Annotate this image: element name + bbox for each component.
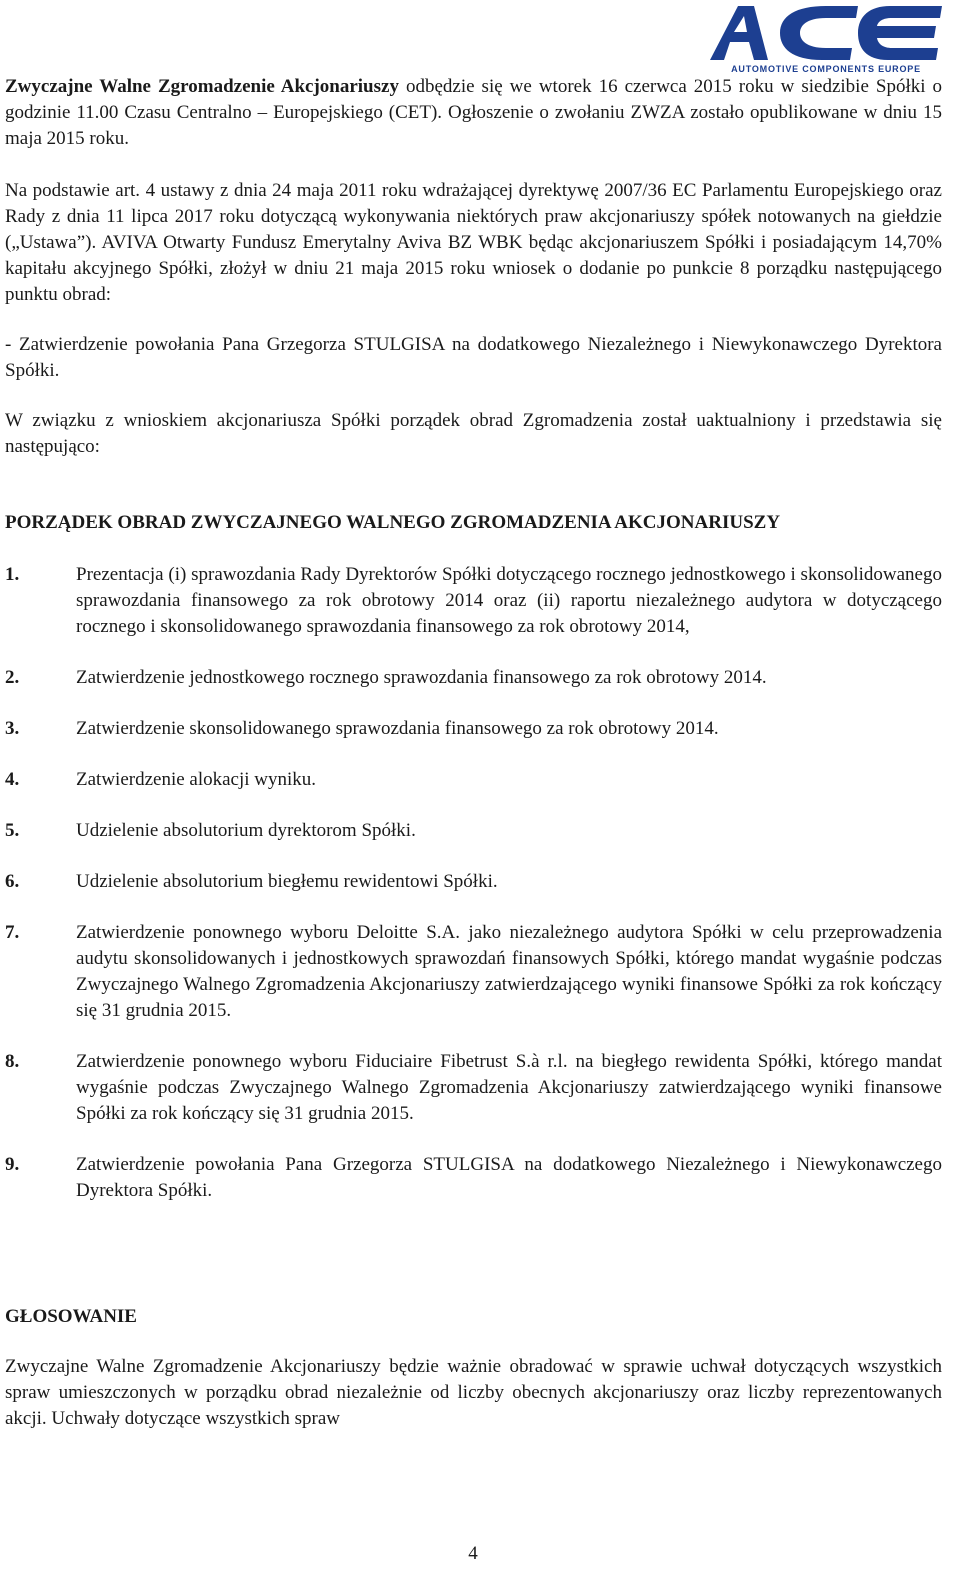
- agenda-list: [5, 562, 942, 1204]
- voting-paragraph: Zwyczajne Walne Zgromadzenie Akcjonariuszy będzie ważnie obradować w sprawie uchwał dotyczących wszystkich spraw umieszczonych w porządku obrad niezależnie od liczby obecnych akcjonariuszy oraz liczby reprezentowanych akcji. Uchwały dotyczące wszystkich spraw: [5, 1356, 942, 1429]
- agenda-item: [5, 818, 942, 844]
- logo-tagline: AUTOMOTIVE COMPONENTS EUROPE: [731, 64, 921, 74]
- agenda-item-text: Zatwierdzenie ponownego wyboru Deloitte S.A. jako niezależnego audytora Spółki w celu przeprowadzenia audytu skonsolidowanych i jednostkowych sprawozdań finansowych Spółki, którego mandat wygaśnie podczas Zwyczajnego Walnego Zgromadzenia Akcjonariuszy zatwierdzającego wyniki finansowe Spółki za rok kończący się 31 grudnia 2015.: [76, 922, 942, 1021]
- intro-paragraph-1-text: odbędzie się we wtorek 16 czerwca 2015 roku w siedzibie Spółki o godzinie 11.00 Czasu Centralno – Europejskiego (CET). Ogłoszenie o zwołaniu ZWZA zostało opublikowane w dniu 15 maja 2015 roku.: [5, 76, 943, 149]
- agenda-item-number: 4.: [5, 769, 20, 790]
- agenda-item: [5, 920, 942, 1024]
- page-number: 4: [468, 1543, 478, 1564]
- agenda-item-text: Zatwierdzenie jednostkowego rocznego sprawozdania finansowego za rok obrotowy 2014.: [76, 667, 767, 688]
- agenda-item-text: Zatwierdzenie ponownego wyboru Fiduciaire Fibetrust S.à r.l. na biegłego rewidenta Spółki, którego mandat wygaśnie podczas Zwyczajnego Walnego Zgromadzenia Akcjonariuszy zatwierdzającego wyniki finansowe Spółki za rok kończący się 31 grudnia 2015.: [76, 1051, 942, 1124]
- agenda-item-number: 3.: [5, 718, 20, 739]
- agenda-item-number: 6.: [5, 871, 20, 892]
- agenda-item: [5, 665, 942, 691]
- agenda-item: [5, 869, 942, 895]
- agenda-item-text: Prezentacja (i) sprawozdania Rady Dyrektorów Spółki dotyczącego rocznego jednostkowego i skonsolidowanego sprawozdania finansowego za rok obrotowy 2014 oraz (ii) raportu niezależnego audytora w dotyczącego rocznego i skonsolidowanego sprawozdania finansowego za rok obrotowy 2014,: [76, 564, 942, 637]
- agenda-item-number: 1.: [5, 564, 20, 585]
- agenda-item-text: Zatwierdzenie skonsolidowanego sprawozdania finansowego za rok obrotowy 2014.: [76, 718, 719, 739]
- agenda-item-number: 5.: [5, 820, 20, 841]
- agenda-item: [5, 716, 942, 742]
- agenda-item-text: Udzielenie absolutorium dyrektorom Spółki.: [76, 820, 416, 841]
- agenda-item: [5, 767, 942, 793]
- agenda-item-text: Zatwierdzenie powołania Pana Grzegorza STULGISA na dodatkowego Niezależnego i Niewykonawczego Dyrektora Spółki.: [76, 1154, 942, 1201]
- agenda-item-number: 8.: [5, 1051, 20, 1072]
- agenda-item-number: 7.: [5, 922, 20, 943]
- intro-paragraph-1: [5, 74, 942, 152]
- agenda-item: [5, 1049, 942, 1127]
- ace-logo: [708, 2, 944, 76]
- ace-logo-icon: [708, 2, 944, 64]
- agenda-item: [5, 562, 942, 640]
- voting-heading: GŁOSOWANIE: [5, 1306, 137, 1327]
- agenda-item-number: 9.: [5, 1154, 20, 1175]
- agenda-item-text: Zatwierdzenie alokacji wyniku.: [76, 769, 317, 790]
- agenda-item: [5, 1152, 942, 1204]
- agenda-item-text: Udzielenie absolutorium biegłemu rewidentowi Spółki.: [76, 871, 498, 892]
- intro-bold-lead: Zwyczajne Walne Zgromadzenie Akcjonariuszy: [5, 76, 399, 97]
- agenda-heading: PORZĄDEK OBRAD ZWYCZAJNEGO WALNEGO ZGROMADZENIA AKCJONARIUSZY: [5, 512, 781, 533]
- intro-paragraph-2: Na podstawie art. 4 ustawy z dnia 24 maja 2011 roku wdrażającej dyrektywę 2007/36 EC Parlamentu Europejskiego oraz Rady z dnia 11 lipca 2017 roku dotyczącą wykonywania niektórych praw akcjonariuszy spółek notowanych na giełdzie („Ustawa”). AVIVA Otwarty Fundusz Emerytalny Aviva BZ WBK będąc akcjonariuszem Spółki i posiadającym 14,70% kapitału akcyjnego Spółki, złożył w dniu 21 maja 2015 roku wniosek o dodanie po punkcie 8 porządku następującego punktu obrad:: [5, 180, 942, 305]
- intro-paragraph-3: - Zatwierdzenie powołania Pana Grzegorza STULGISA na dodatkowego Niezależnego i Niewykonawczego Dyrektora Spółki.: [5, 334, 942, 381]
- document-body: [5, 74, 942, 1432]
- agenda-item-number: 2.: [5, 667, 20, 688]
- intro-paragraph-4: W związku z wnioskiem akcjonariusza Spółki porządek obrad Zgromadzenia został uaktualniony i przedstawia się następująco:: [5, 410, 942, 457]
